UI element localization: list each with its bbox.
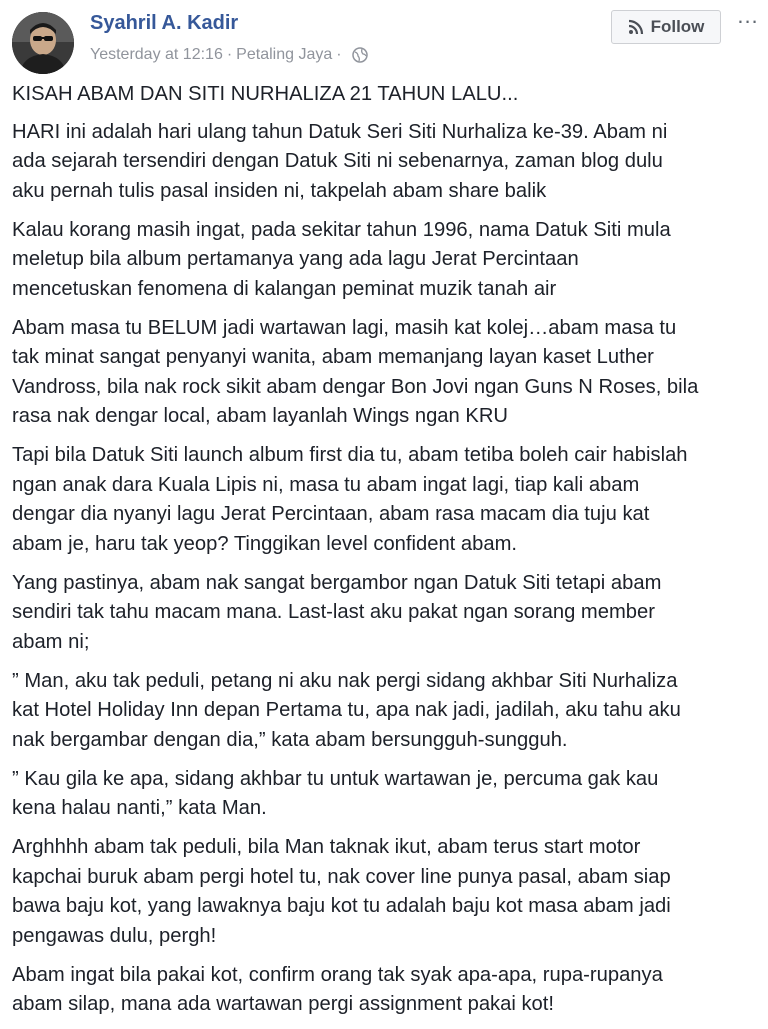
follow-button-label: Follow	[650, 17, 705, 36]
post-paragraph: Yang pastinya, abam nak sangat bergambor ngan Datuk Siti tetapi abam sendiri tak tahu macam mana. Last-last aku pakat ngan sorang member abam ni;	[12, 571, 662, 653]
meta-separator: ·	[226, 46, 233, 63]
post-paragraph: HARI ini adalah hari ulang tahun Datuk Seri Siti Nurhaliza ke-39. Abam ni ada sejarah tersendiri dengan Datuk Siti ni sebenarnya, zaman blog dulu aku pernah tulis pasal insiden ni, takpelah abam share balik	[12, 120, 668, 202]
globe-icon[interactable]	[352, 47, 368, 63]
post-paragraph: Tapi bila Datuk Siti launch album first dia tu, abam tetiba boleh cair habislah ngan anak dara Kuala Lipis ni, masa tu abam ingat lagi, tiap kali abam dengar dia nyanyi lagu Jerat Percintaan, abam rasa macam dia tuju kat abam je, haru tak yeop? Tinggikan level confident abam.	[12, 444, 688, 555]
author-avatar[interactable]	[12, 12, 74, 74]
follow-button[interactable]	[611, 10, 721, 44]
avatar-image	[12, 12, 74, 74]
post-paragraph: Abam ingat bila pakai kot, confirm orang tak syak apa-apa, rupa-rupanya abam silap, mana ada wartawan pergi assignment pakai kot!	[12, 963, 663, 1015]
post-location[interactable]: Petaling Jaya	[236, 46, 333, 63]
more-options-button[interactable]: ...	[737, 3, 759, 28]
post-paragraph: ” Man, aku tak peduli, petang ni aku nak pergi sidang akhbar Siti Nurhaliza kat Hotel Holiday Inn depan Pertama tu, apa nak jadi, jadilah, aku tahu aku nak bergambar dengan dia,” kata abam bersungguh-sungguh.	[12, 669, 681, 751]
post-paragraph: ” Kau gila ke apa, sidang akhbar tu untuk wartawan je, percuma gak kau kena halau nanti,” kata Man.	[12, 767, 659, 819]
post-paragraph: Kalau korang masih ingat, pada sekitar tahun 1996, nama Datuk Siti mula meletup bila album pertamanya yang ada lagu Jerat Percintaan mencetuskan fenomena di kalangan peminat muzik tanah air	[12, 218, 671, 300]
rss-icon	[628, 19, 644, 35]
post-meta	[90, 46, 368, 64]
post-paragraph: Abam masa tu BELUM jadi wartawan lagi, masih kat kolej…abam masa tu tak minat sangat penyanyi wanita, abam memanjang layan kaset Luther Vandross, bila nak rock sikit abam dengar Bon Jovi ngan Guns N Roses, bila rasa nak dengar local, abam layanlah Wings ngan KRU	[12, 316, 699, 427]
post-paragraph: Arghhhh abam tak peduli, bila Man taknak ikut, abam terus start motor kapchai buruk abam pergi hotel tu, nak cover line punya pasal, abam siap bawa baju kot, yang lawaknya baju kot tu adalah baju kot masa abam jadi pengawas dulu, pergh!	[12, 836, 671, 947]
meta-separator: ·	[336, 46, 342, 63]
post-timestamp[interactable]: Yesterday at 12:16	[90, 46, 223, 63]
post-body	[12, 80, 760, 1029]
author-name-link[interactable]: Syahril A. Kadir	[90, 12, 239, 34]
post-paragraph: KISAH ABAM DAN SITI NURHALIZA 21 TAHUN LALU...	[12, 83, 519, 105]
